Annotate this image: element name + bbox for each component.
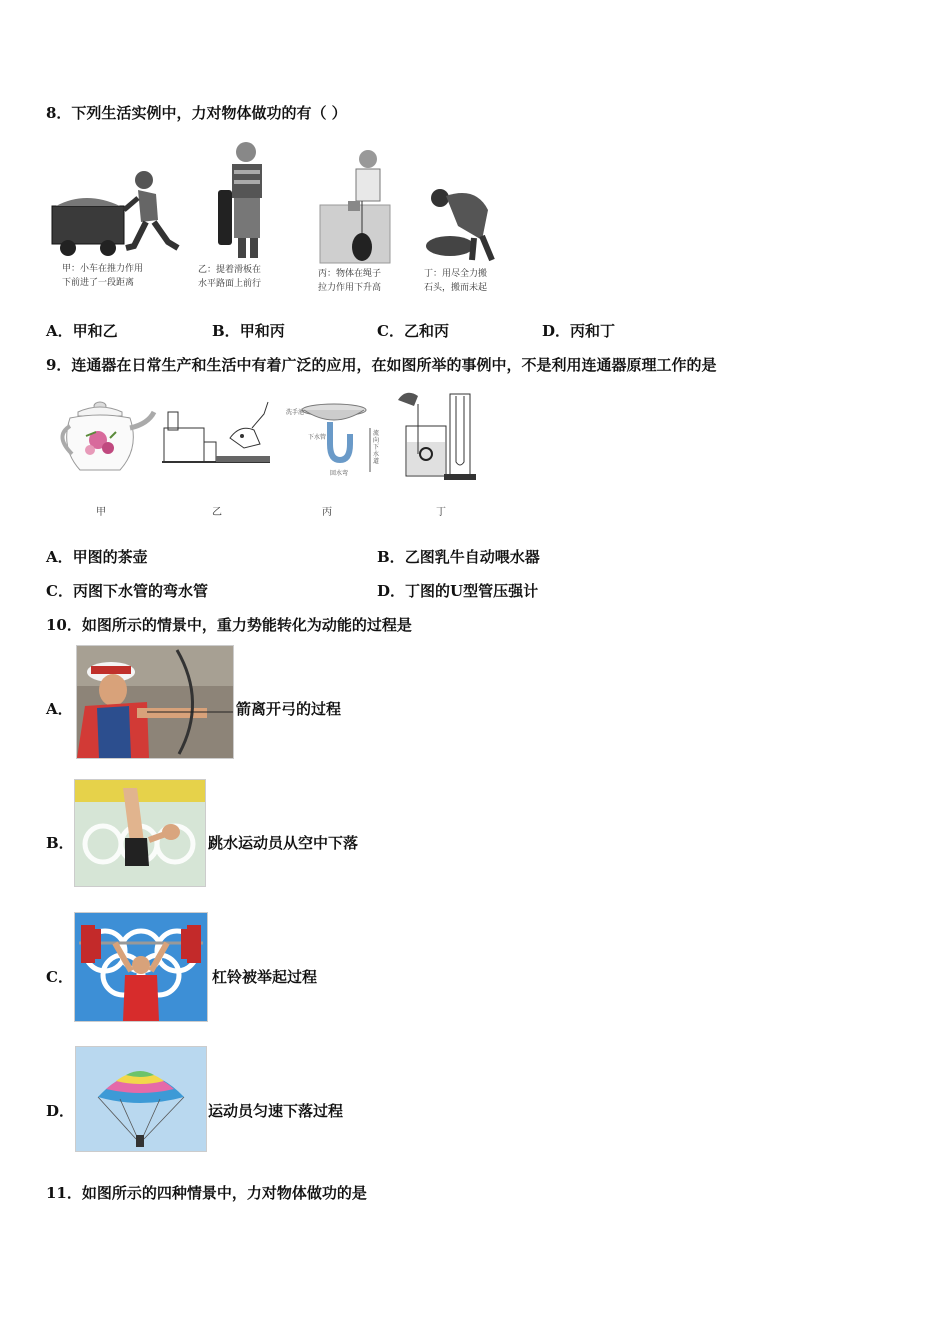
sink-label-trap: 回水弯	[330, 470, 349, 477]
diving-photo	[74, 779, 206, 887]
caption-bing: 丙：物体在绳子 拉力作用下升高	[318, 269, 382, 293]
question-10-stem: 10．如图所示的情景中，重力势能转化为动能的过程是	[46, 616, 412, 634]
q8-option-a[interactable]: A．甲和乙	[46, 322, 118, 340]
caption-ding: 丁：用尽全力搬 石头，搬而未起	[424, 269, 488, 293]
q10-option-b-text[interactable]: 跳水运动员从空中下落	[208, 834, 359, 852]
label-bing: 丙	[322, 507, 332, 518]
sink-label-drain: 流向下水道	[373, 430, 380, 465]
label-yi: 乙	[212, 507, 222, 518]
q8-option-b[interactable]: B．甲和丙	[212, 322, 285, 340]
label-jia: 甲	[96, 507, 106, 518]
archery-photo	[76, 645, 234, 759]
q9-option-b[interactable]: B．乙图乳牛自动喂水器	[377, 548, 540, 566]
question-9-stem: 9．连通器在日常生产和生活中有着广泛的应用，在如图所举的事例中，不是利用连通器原理工作的是	[46, 356, 717, 374]
caption-jia: 甲：小车在推力作用 下前进了一段距离	[62, 264, 144, 288]
q10-option-a-letter[interactable]: A．	[46, 700, 73, 718]
q10-option-d-letter[interactable]: D．	[46, 1102, 75, 1120]
carrying-board-illustration	[210, 140, 280, 265]
q10-option-d-text[interactable]: 运动员匀速下落过程	[208, 1102, 344, 1120]
question-11-stem: 11．如图所示的四种情景中，力对物体做功的是	[46, 1184, 367, 1202]
q9-option-c[interactable]: C．丙图下水管的弯水管	[46, 582, 208, 600]
sink-label-pipe: 下水管	[308, 434, 327, 441]
weightlifting-photo	[74, 912, 208, 1022]
q10-option-c-text[interactable]: 杠铃被举起过程	[212, 968, 318, 986]
q10-option-a-text[interactable]: 箭离开弓的过程	[236, 700, 342, 718]
q9-option-d[interactable]: D．丁图的U型管压强计	[377, 582, 539, 600]
lifting-stone-illustration	[418, 180, 498, 265]
pushing-cart-illustration	[46, 150, 186, 260]
caption-yi: 乙：提着滑板在 水平路面上前行	[198, 265, 262, 289]
lifting-object-illustration	[318, 145, 393, 265]
parachute-photo	[75, 1046, 207, 1152]
q10-option-c-letter[interactable]: C．	[46, 968, 73, 986]
q8-option-c[interactable]: C．乙和丙	[377, 322, 449, 340]
sink-label-basin: 洗手池	[286, 409, 305, 416]
label-ding: 丁	[436, 507, 446, 518]
q8-option-d[interactable]: D．丙和丁	[542, 322, 616, 340]
teapot-illustration	[48, 398, 158, 478]
q10-option-b-letter[interactable]: B．	[46, 834, 74, 852]
q9-option-a[interactable]: A．甲图的茶壶	[46, 548, 148, 566]
u-tube-manometer-illustration	[392, 386, 478, 482]
cattle-waterer-illustration	[160, 398, 272, 473]
question-8-stem: 8．下列生活实例中，力对物体做功的有（ ）	[46, 104, 347, 122]
